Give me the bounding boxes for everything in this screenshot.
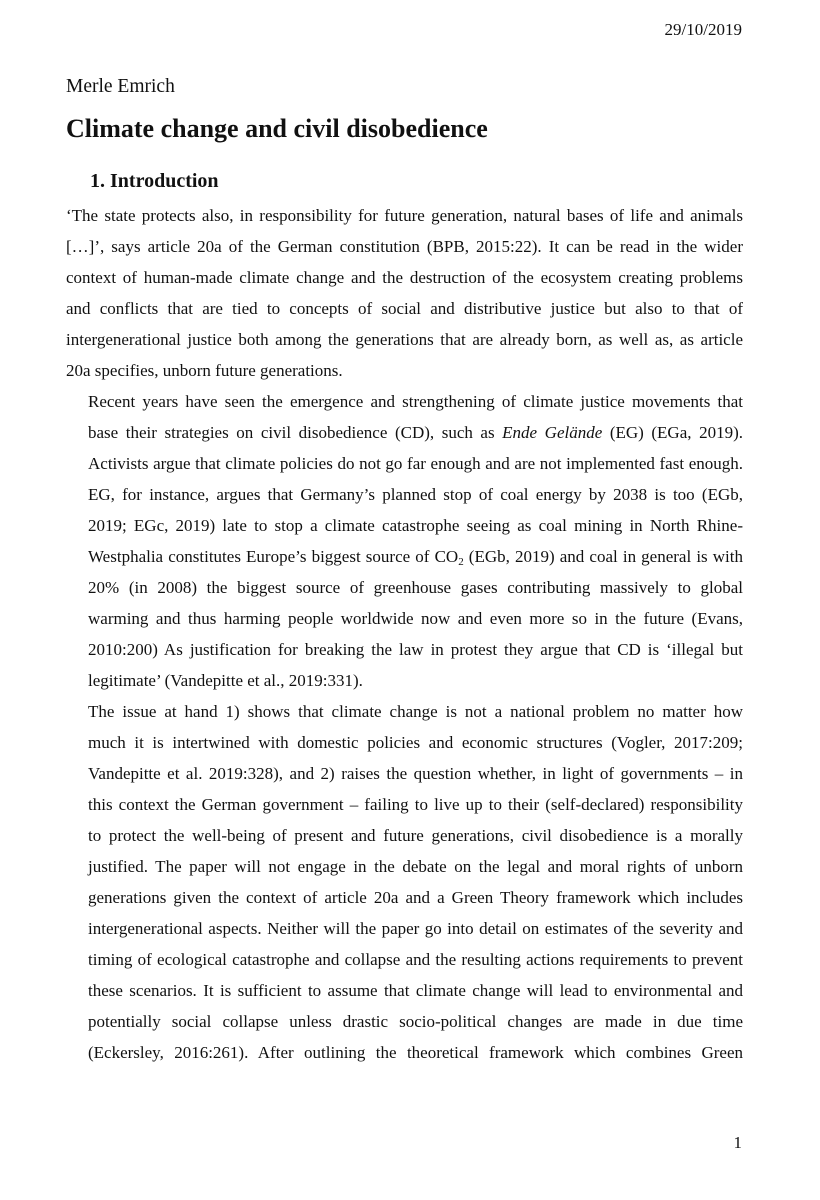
text-line: justified. The paper will not engage in the debate on the legal and moral rights of unborn (88, 857, 743, 876)
emphasis-text: Ende Gelände (502, 423, 603, 442)
text-line: and conflicts that are tied to concepts of social and distributive justice but also to that of (66, 299, 743, 318)
text-line: 20a specifies, unborn future generations. (66, 361, 343, 380)
text-line: The issue at hand 1) shows that climate change is not a national problem no matter how (88, 702, 743, 721)
text-line: much it is intertwined with domestic policies and economic structures (Vogler, 2017:209; (88, 733, 743, 752)
document-body (66, 200, 743, 1068)
text-line: Recent years have seen the emergence and strengthening of climate justice movements that (88, 392, 743, 411)
text-line: timing of ecological catastrophe and collapse and the resulting actions requirements to prevent (88, 950, 743, 969)
text-line (66, 417, 743, 448)
text-line: 2019; EGc, 2019) late to stop a climate catastrophe seeing as coal mining in North Rhine- (88, 516, 743, 535)
text-line: context of human-made climate change and the destruction of the ecosystem creating problems (66, 268, 743, 287)
text-line: intergenerational aspects. Neither will the paper go into detail on estimates of the severity and (88, 919, 743, 938)
text-line: legitimate’ (Vandepitte et al., 2019:331). (88, 671, 363, 690)
text-line: generations given the context of article 20a and a Green Theory framework which includes (88, 888, 743, 907)
text-segment: (EGb, 2019) and coal in general is with (463, 547, 743, 566)
text-line: 20% (in 2008) the biggest source of greenhouse gases contributing massively to global (88, 578, 743, 597)
paragraph-2 (66, 386, 743, 696)
text-line (66, 541, 743, 572)
text-line: (Eckersley, 2016:261). After outlining the theoretical framework which combines Green (88, 1043, 743, 1062)
page-number: 1 (733, 1133, 742, 1152)
text-line: this context the German government – failing to live up to their (self-declared) responsibility (88, 795, 743, 814)
paragraph-1 (66, 200, 743, 386)
subscript-text: 2 (458, 556, 464, 568)
text-line: to protect the well-being of present and future generations, civil disobedience is a morally (88, 826, 743, 845)
author-name: Merle Emrich (66, 76, 175, 97)
text-line: intergenerational justice both among the generations that are already born, as well as, as article (66, 330, 743, 349)
text-line: warming and thus harming people worldwide now and even more so in the future (Evans, (88, 609, 743, 628)
text-segment: base their strategies on civil disobedience (CD), such as (88, 423, 503, 442)
text-line: 2010:200) As justification for breaking the law in protest they argue that CD is ‘illegal but (88, 640, 743, 659)
text-line: these scenarios. It is sufficient to assume that climate change will lead to environmental and (88, 981, 743, 1000)
text-line: potentially social collapse unless drastic socio-political changes are made in due time (88, 1012, 743, 1031)
text-line: EG, for instance, argues that Germany’s planned stop of coal energy by 2038 is too (EGb, (88, 485, 743, 504)
section-heading: 1. Introduction (90, 170, 219, 192)
text-line: ‘The state protects also, in responsibility for future generation, natural bases of life and animals (66, 206, 743, 225)
text-segment: Westphalia constitutes Europe’s biggest source of CO (88, 547, 459, 566)
text-line: Activists argue that climate policies do not go far enough and are not implemented fast enough. (88, 454, 743, 473)
document-title: Climate change and civil disobedience (66, 114, 488, 143)
text-line: […]’, says article 20a of the German constitution (BPB, 2015:22). It can be read in the wider (66, 237, 743, 256)
header-date: 29/10/2019 (664, 20, 742, 39)
text-line: Vandepitte et al. 2019:328), and 2) raises the question whether, in light of governments – in (88, 764, 743, 783)
paragraph-3 (66, 696, 743, 1068)
text-segment: (EG) (EGa, 2019). (602, 423, 743, 442)
